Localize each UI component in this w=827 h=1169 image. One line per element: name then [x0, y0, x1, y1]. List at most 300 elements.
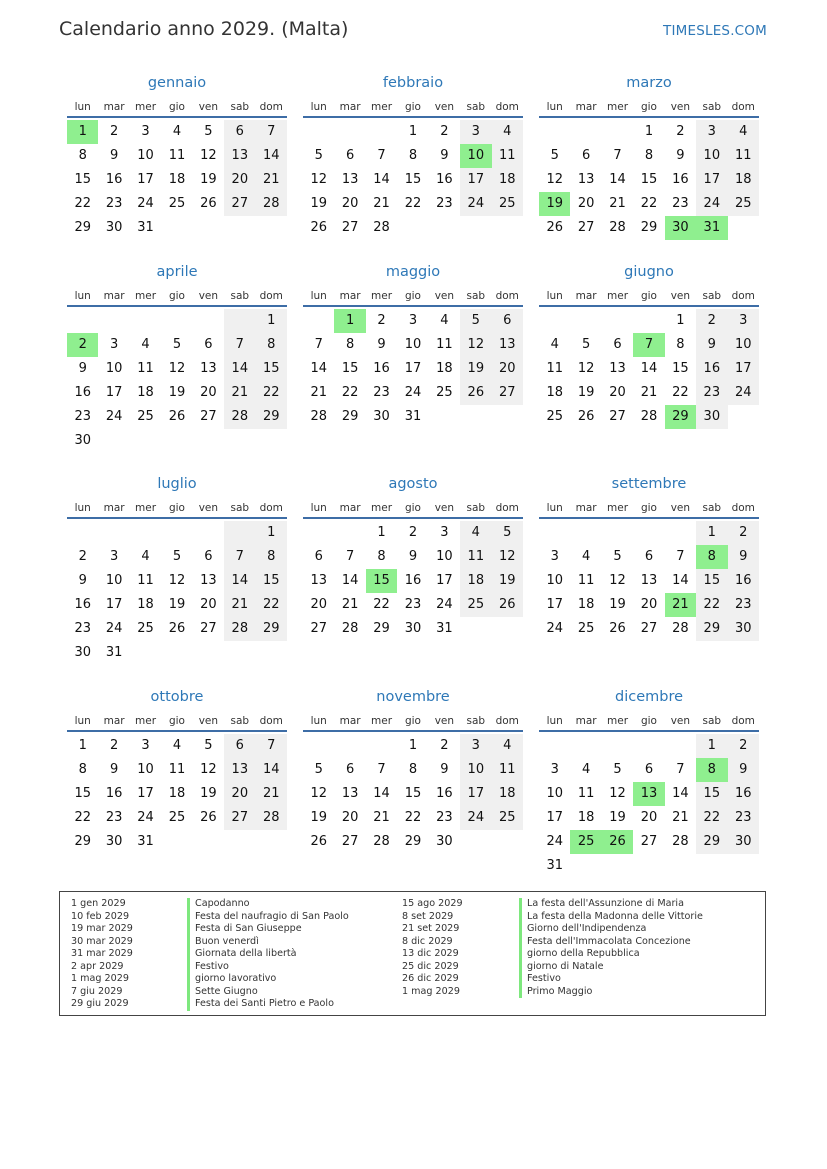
holiday-day-cell: 10 — [460, 144, 491, 168]
legend-date: 30 mar 2029 — [71, 935, 133, 947]
empty-cell — [303, 521, 334, 545]
day-cell: 18 — [492, 168, 523, 192]
weekday-label: dom — [731, 715, 755, 727]
day-cell: 16 — [74, 385, 91, 400]
month-giugno — [539, 261, 759, 429]
day-cell: 12 — [609, 573, 626, 588]
day-cell: 27 — [640, 834, 658, 849]
site-logo-link[interactable]: TIMESLES.COM — [663, 23, 767, 39]
month-ottobre — [67, 686, 287, 854]
empty-cell — [633, 309, 664, 333]
day-cell: 15 — [256, 357, 287, 381]
day-cell: 16 — [728, 569, 759, 593]
day-cell: 12 — [310, 172, 327, 187]
legend-name: Festa di San Giuseppe — [195, 923, 302, 934]
weekday-header — [67, 499, 287, 519]
day-cell: 16 — [696, 357, 727, 381]
legend-name: Giorno dell'Indipendenza — [527, 923, 647, 934]
empty-cell — [224, 309, 255, 333]
day-cell: 3 — [550, 762, 559, 777]
legend-date: 13 dic 2029 — [402, 948, 459, 959]
day-cell: 24 — [137, 810, 154, 825]
month-dicembre — [539, 686, 759, 878]
weekday-label: mar — [339, 290, 361, 302]
day-cell: 10 — [105, 573, 123, 588]
day-cell: 30 — [436, 834, 453, 849]
weekday-label: mer — [607, 290, 629, 302]
empty-cell — [570, 309, 601, 333]
empty-cell — [539, 521, 570, 545]
day-cell: 9 — [728, 545, 759, 569]
day-cell: 26 — [168, 621, 186, 636]
day-cell: 30 — [105, 834, 123, 849]
day-cell: 16 — [74, 597, 91, 612]
day-cell: 22 — [341, 385, 359, 400]
holiday-day-cell: 1 — [67, 120, 98, 144]
day-cell: 6 — [345, 762, 355, 777]
holiday-day-cell: 1 — [334, 309, 365, 333]
day-cell: 11 — [137, 573, 154, 588]
weekday-label: lun — [310, 290, 327, 302]
day-cell: 18 — [577, 597, 595, 612]
empty-cell — [334, 734, 365, 758]
day-cell: 19 — [609, 597, 626, 612]
day-cell: 21 — [224, 593, 255, 617]
day-cell: 28 — [224, 405, 255, 429]
day-cell: 21 — [310, 385, 327, 400]
day-cell: 14 — [373, 786, 390, 801]
day-cell: 10 — [105, 361, 123, 376]
legend-name: Sette Giugno — [195, 985, 258, 997]
weekday-label: lun — [546, 502, 563, 514]
day-cell: 5 — [492, 521, 523, 545]
day-cell: 15 — [256, 569, 287, 593]
day-cell: 29 — [640, 220, 658, 235]
weekday-header — [303, 98, 523, 118]
day-cell: 5 — [613, 549, 622, 564]
empty-cell — [193, 521, 224, 545]
day-cell: 21 — [256, 782, 287, 806]
day-cell: 28 — [672, 621, 689, 636]
day-cell: 14 — [224, 569, 255, 593]
day-cell: 6 — [613, 337, 622, 352]
day-cell: 2 — [109, 738, 119, 753]
legend-date: 26 dic 2029 — [402, 973, 459, 984]
day-cell: 19 — [492, 569, 523, 593]
day-cell: 22 — [404, 810, 422, 825]
day-cell: 3 — [550, 549, 559, 564]
day-cell: 27 — [640, 621, 658, 636]
weekday-header — [539, 712, 759, 732]
weekday-label: mer — [371, 101, 393, 113]
day-cell: 23 — [74, 409, 91, 424]
day-cell: 23 — [105, 196, 123, 211]
day-cell: 19 — [200, 172, 217, 187]
day-cell: 18 — [577, 810, 595, 825]
weekday-label: mer — [607, 502, 629, 514]
day-cell: 18 — [728, 168, 759, 192]
day-cell: 7 — [224, 333, 255, 357]
day-cell: 27 — [492, 381, 523, 405]
day-cell: 13 — [341, 172, 359, 187]
day-cell: 4 — [141, 337, 150, 352]
day-cell: 30 — [74, 645, 91, 660]
weekday-label: mer — [607, 715, 629, 727]
weekday-label: mar — [575, 101, 597, 113]
day-cell: 28 — [609, 220, 626, 235]
legend-name: giorno lavorativo — [195, 973, 277, 984]
month-settembre — [539, 473, 759, 641]
empty-cell — [303, 734, 334, 758]
day-cell: 21 — [341, 597, 359, 612]
day-cell: 12 — [492, 545, 523, 569]
day-cell: 1 — [696, 734, 727, 758]
day-cell: 13 — [200, 573, 217, 588]
month-name: febbraio — [382, 75, 444, 91]
day-cell: 9 — [696, 333, 727, 357]
day-cell: 18 — [168, 172, 186, 187]
day-cell: 29 — [341, 409, 359, 424]
empty-cell — [130, 521, 161, 545]
day-cell: 12 — [200, 148, 217, 163]
legend-bar-left — [187, 898, 190, 1011]
day-grid — [539, 120, 759, 240]
empty-cell — [602, 521, 633, 545]
day-cell: 6 — [644, 549, 654, 564]
weekday-label: lun — [74, 290, 91, 302]
legend-name: Festa del naufragio di San Paolo — [195, 910, 349, 922]
day-grid — [303, 120, 523, 240]
day-cell: 12 — [546, 172, 563, 187]
day-cell: 12 — [609, 786, 626, 801]
weekday-label: dom — [495, 502, 519, 514]
weekday-label: dom — [731, 502, 755, 514]
day-cell: 22 — [672, 385, 689, 400]
day-cell: 26 — [168, 409, 186, 424]
day-cell: 6 — [492, 309, 523, 333]
legend-date: 29 giu 2029 — [71, 998, 129, 1009]
day-cell: 5 — [314, 762, 323, 777]
empty-cell — [539, 734, 570, 758]
day-cell: 3 — [728, 309, 759, 333]
day-cell: 17 — [105, 385, 123, 400]
day-cell: 13 — [640, 573, 658, 588]
day-cell: 4 — [581, 762, 591, 777]
weekday-label: dom — [259, 101, 283, 113]
day-cell: 25 — [436, 385, 453, 400]
day-cell: 3 — [109, 337, 119, 352]
weekday-label: ven — [670, 101, 691, 113]
empty-cell — [633, 521, 664, 545]
empty-cell — [665, 521, 696, 545]
day-cell: 10 — [546, 573, 563, 588]
empty-cell — [539, 309, 570, 333]
month-name: aprile — [156, 264, 198, 280]
day-cell: 23 — [728, 593, 759, 617]
holiday-day-cell: 19 — [539, 192, 570, 216]
day-cell: 8 — [256, 545, 287, 569]
legend-date: 31 mar 2029 — [71, 948, 133, 959]
weekday-label: mar — [339, 101, 361, 113]
weekday-label: mar — [103, 715, 125, 727]
day-cell: 15 — [341, 361, 359, 376]
legend-name: giorno della Repubblica — [527, 948, 640, 959]
weekday-label: gio — [404, 502, 421, 514]
day-cell: 7 — [676, 549, 685, 564]
day-cell: 28 — [373, 220, 390, 235]
day-cell: 7 — [256, 734, 287, 758]
weekday-header — [67, 287, 287, 307]
day-cell: 14 — [310, 361, 327, 376]
day-cell: 23 — [74, 621, 91, 636]
day-cell: 22 — [74, 196, 91, 211]
empty-cell — [98, 309, 129, 333]
day-cell: 23 — [373, 385, 390, 400]
day-cell: 26 — [200, 196, 217, 211]
day-cell: 14 — [373, 172, 390, 187]
weekday-label: gio — [404, 290, 421, 302]
day-cell: 12 — [310, 786, 327, 801]
day-cell: 14 — [609, 172, 626, 187]
weekday-label: gio — [640, 502, 657, 514]
day-cell: 18 — [492, 782, 523, 806]
day-cell: 20 — [492, 357, 523, 381]
day-cell: 6 — [644, 762, 654, 777]
day-cell: 13 — [224, 144, 255, 168]
weekday-label: lun — [546, 715, 563, 727]
day-cell: 9 — [78, 361, 87, 376]
day-cell: 13 — [609, 361, 626, 376]
day-grid — [539, 309, 759, 429]
day-cell: 2 — [696, 309, 727, 333]
day-cell: 13 — [200, 361, 217, 376]
day-cell: 5 — [581, 337, 591, 352]
empty-cell — [334, 521, 365, 545]
day-cell: 24 — [696, 192, 727, 216]
weekday-label: dom — [259, 715, 283, 727]
weekday-label: sab — [466, 101, 486, 113]
day-cell: 31 — [436, 621, 453, 636]
day-cell: 23 — [672, 196, 689, 211]
month-name: dicembre — [614, 689, 684, 705]
weekday-header — [303, 499, 523, 519]
day-cell: 2 — [728, 521, 759, 545]
day-cell: 19 — [168, 597, 186, 612]
day-cell: 29 — [256, 617, 287, 641]
legend-date: 10 feb 2029 — [71, 910, 130, 922]
legend-date: 2 apr 2029 — [71, 960, 124, 972]
day-cell: 17 — [137, 172, 154, 187]
day-cell: 22 — [696, 593, 727, 617]
day-cell: 24 — [404, 385, 422, 400]
day-cell: 28 — [373, 834, 390, 849]
empty-cell — [161, 521, 192, 545]
day-cell: 8 — [345, 337, 355, 352]
weekday-label: mar — [103, 502, 125, 514]
day-cell: 17 — [436, 573, 453, 588]
weekday-label: ven — [670, 290, 691, 302]
day-cell: 3 — [460, 120, 491, 144]
legend-date: 19 mar 2029 — [71, 923, 133, 934]
day-cell: 28 — [672, 834, 689, 849]
day-cell: 23 — [404, 597, 422, 612]
day-cell: 19 — [609, 810, 626, 825]
day-cell: 25 — [460, 593, 491, 617]
day-cell: 8 — [408, 148, 418, 163]
legend-names-left — [195, 898, 349, 1011]
legend-date: 1 mag 2029 — [71, 973, 129, 984]
day-cell: 8 — [644, 148, 654, 163]
day-cell: 2 — [676, 124, 685, 139]
legend-date: 25 dic 2029 — [402, 960, 459, 972]
month-name: agosto — [388, 476, 438, 492]
day-cell: 22 — [74, 810, 91, 825]
day-cell: 11 — [492, 144, 523, 168]
day-cell: 20 — [640, 810, 658, 825]
day-cell: 25 — [728, 192, 759, 216]
day-cell: 17 — [696, 168, 727, 192]
day-cell: 10 — [728, 333, 759, 357]
day-cell: 2 — [377, 313, 386, 328]
day-grid — [539, 734, 759, 878]
holiday-day-cell: 8 — [696, 758, 727, 782]
weekday-label: sab — [230, 290, 250, 302]
day-cell: 17 — [460, 168, 491, 192]
holiday-day-cell: 31 — [696, 216, 727, 240]
day-cell: 3 — [696, 120, 727, 144]
day-cell: 20 — [341, 196, 359, 211]
empty-cell — [303, 120, 334, 144]
weekday-label: mer — [371, 502, 393, 514]
day-cell: 8 — [408, 762, 418, 777]
day-cell: 26 — [460, 381, 491, 405]
weekday-label: mar — [575, 290, 597, 302]
day-grid — [67, 521, 287, 665]
day-cell: 25 — [577, 621, 595, 636]
day-cell: 9 — [109, 148, 119, 163]
day-cell: 7 — [345, 549, 355, 564]
weekday-label: mar — [575, 715, 597, 727]
day-cell: 1 — [78, 738, 87, 753]
day-cell: 22 — [640, 196, 658, 211]
weekday-label: dom — [259, 502, 283, 514]
weekday-label: lun — [310, 101, 327, 113]
day-cell: 16 — [404, 573, 422, 588]
day-cell: 12 — [168, 573, 186, 588]
weekday-label: dom — [259, 290, 283, 302]
weekday-label: sab — [466, 715, 486, 727]
day-cell: 6 — [581, 148, 591, 163]
day-cell: 11 — [577, 573, 595, 588]
weekday-label: mer — [135, 101, 157, 113]
weekday-label: lun — [546, 101, 563, 113]
day-cell: 7 — [224, 545, 255, 569]
weekday-header — [303, 287, 523, 307]
day-cell: 3 — [141, 124, 150, 139]
day-cell: 31 — [137, 834, 154, 849]
day-cell: 24 — [460, 192, 491, 216]
day-cell: 26 — [546, 220, 563, 235]
day-cell: 7 — [377, 762, 386, 777]
weekday-label: lun — [74, 715, 91, 727]
day-cell: 7 — [676, 762, 685, 777]
day-cell: 27 — [224, 192, 255, 216]
day-cell: 12 — [460, 333, 491, 357]
empty-cell — [570, 120, 601, 144]
day-cell: 28 — [256, 192, 287, 216]
day-cell: 5 — [613, 762, 622, 777]
day-cell: 3 — [141, 738, 150, 753]
holiday-legend — [59, 891, 766, 1016]
month-name: giugno — [624, 264, 674, 280]
day-cell: 23 — [696, 381, 727, 405]
day-cell: 31 — [105, 645, 123, 660]
day-cell: 11 — [546, 361, 563, 376]
day-cell: 11 — [492, 758, 523, 782]
weekday-label: lun — [74, 502, 91, 514]
legend-name: Giornata della libertà — [195, 948, 297, 959]
day-cell: 20 — [310, 597, 327, 612]
day-cell: 24 — [546, 834, 563, 849]
day-cell: 27 — [341, 834, 359, 849]
day-cell: 29 — [696, 830, 727, 854]
legend-name: Buon venerdì — [195, 935, 259, 947]
day-cell: 16 — [728, 782, 759, 806]
day-cell: 15 — [404, 172, 422, 187]
weekday-label: sab — [702, 715, 722, 727]
day-cell: 5 — [172, 549, 182, 564]
day-cell: 2 — [78, 549, 87, 564]
day-cell: 11 — [137, 361, 154, 376]
empty-cell — [193, 309, 224, 333]
empty-cell — [665, 734, 696, 758]
day-cell: 11 — [436, 337, 453, 352]
weekday-label: sab — [466, 290, 486, 302]
day-cell: 17 — [546, 597, 563, 612]
day-cell: 27 — [224, 806, 255, 830]
day-cell: 3 — [408, 313, 418, 328]
day-cell: 26 — [609, 621, 626, 636]
day-cell: 2 — [408, 525, 418, 540]
day-cell: 28 — [341, 621, 359, 636]
weekday-label: dom — [495, 101, 519, 113]
day-cell: 28 — [640, 409, 658, 424]
day-cell: 24 — [105, 621, 123, 636]
weekday-label: sab — [702, 502, 722, 514]
day-cell: 1 — [676, 313, 685, 328]
day-cell: 4 — [581, 549, 591, 564]
day-cell: 29 — [256, 405, 287, 429]
day-cell: 4 — [172, 738, 182, 753]
day-cell: 14 — [640, 361, 658, 376]
weekday-header — [67, 98, 287, 118]
day-cell: 28 — [224, 617, 255, 641]
month-agosto — [303, 473, 523, 641]
legend-name: Festivo — [527, 973, 561, 984]
day-cell: 13 — [341, 786, 359, 801]
empty-cell — [366, 734, 397, 758]
weekday-label: mar — [339, 502, 361, 514]
weekday-label: mer — [135, 290, 157, 302]
day-cell: 10 — [460, 758, 491, 782]
day-cell: 7 — [377, 148, 386, 163]
weekday-label: gio — [640, 101, 657, 113]
weekday-label: lun — [546, 290, 563, 302]
weekday-label: mer — [135, 715, 157, 727]
weekday-label: dom — [495, 290, 519, 302]
day-cell: 20 — [577, 196, 595, 211]
day-cell: 6 — [314, 549, 323, 564]
